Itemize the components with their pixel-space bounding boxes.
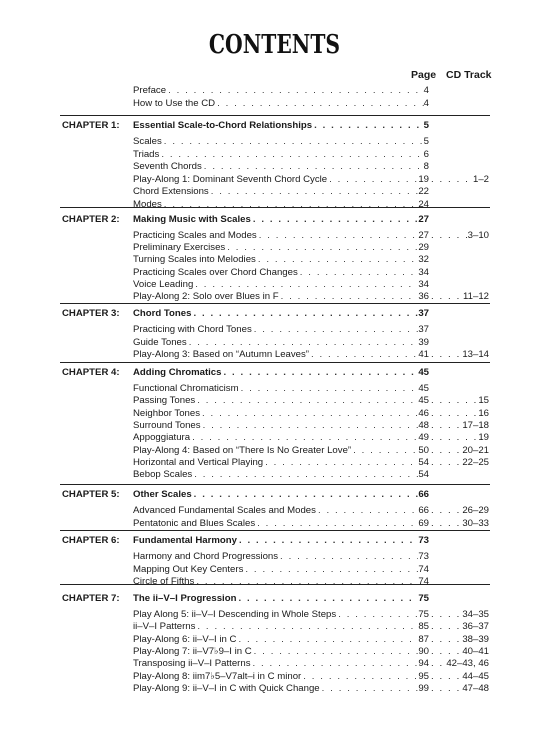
dot-leader	[278, 550, 418, 563]
entry-page-number: 45	[418, 383, 429, 394]
dot-leader	[195, 394, 418, 407]
dot-leader	[221, 366, 418, 379]
cd-track-number: 3–10	[467, 230, 489, 241]
entry-page-number: 19	[418, 173, 429, 185]
entry-page-number: 32	[418, 254, 429, 266]
entry-page-number: 74	[418, 563, 429, 575]
cd-track-number: 44–45	[462, 670, 489, 682]
entry-title: Mapping Out Key Centers	[133, 563, 244, 575]
cd-track-cell	[429, 431, 489, 444]
toc-entry[interactable]	[133, 550, 429, 563]
dot-leader	[200, 407, 418, 420]
dot-leader	[256, 253, 419, 266]
entry-page-number: 69	[418, 517, 429, 529]
entry-title: The ii–V–I Progression	[133, 593, 237, 604]
entry-title: Neighbor Tones	[133, 407, 201, 419]
toc-entry[interactable]	[133, 645, 429, 658]
entry-title: Fundamental Harmony	[133, 535, 237, 546]
entry-page-number: 85	[418, 621, 429, 633]
cd-track-cell	[429, 290, 489, 303]
toc-entry[interactable]	[133, 407, 429, 420]
entry-page-number: 5	[423, 136, 429, 147]
toc-entry[interactable]	[133, 336, 429, 349]
toc-entry[interactable]	[133, 670, 429, 683]
dot-leader	[162, 198, 419, 211]
dot-leader	[191, 307, 418, 320]
cd-track-cell	[429, 444, 489, 457]
entry-page-number: 4	[423, 85, 429, 96]
entry-page-number: 46	[418, 407, 429, 419]
chapter-title-entry[interactable]	[133, 366, 429, 379]
dot-leader	[429, 394, 478, 407]
chapter-label: CHAPTER 4:	[62, 367, 120, 378]
dot-leader	[429, 419, 462, 432]
chapter-label: CHAPTER 3:	[62, 308, 120, 319]
cd-track-cell	[429, 407, 489, 420]
toc-entry[interactable]	[133, 575, 429, 588]
entry-page-number: 39	[418, 336, 429, 348]
entry-page-number: 41	[418, 349, 429, 361]
dot-leader	[239, 382, 419, 395]
chapter-title-entry[interactable]	[133, 119, 429, 132]
dot-leader	[429, 633, 462, 646]
chapter-title-entry[interactable]	[133, 592, 429, 605]
entry-page-number: 34	[418, 278, 429, 290]
dot-leader	[429, 670, 462, 683]
entry-title: Circle of Fifths	[133, 576, 195, 588]
toc-entry[interactable]	[133, 682, 429, 695]
dot-leader	[320, 682, 419, 695]
chapter-title-entry[interactable]	[133, 213, 429, 226]
chapter-divider	[60, 584, 490, 585]
cd-track-number: 16	[478, 407, 489, 419]
cd-track-number: 20–21	[462, 444, 489, 456]
dot-leader	[309, 348, 418, 361]
dot-leader	[327, 173, 418, 186]
entry-title: Horizontal and Vertical Playing	[133, 456, 264, 468]
entry-title: Other Scales	[133, 489, 192, 500]
entry-page-number: 94	[418, 658, 429, 670]
toc-entry[interactable]	[133, 633, 429, 646]
entry-page-number: 54	[418, 456, 429, 468]
entry-page-number: 29	[418, 242, 429, 254]
toc-entry[interactable]	[133, 173, 429, 186]
entry-title: Surround Tones	[133, 419, 201, 431]
entry-page-number: 27	[418, 230, 429, 241]
chapter-label: CHAPTER 5:	[62, 489, 120, 500]
entry-page-number: 34	[418, 266, 429, 278]
cd-track-number: 36–37	[462, 621, 489, 633]
entry-page-number: 50	[418, 444, 429, 456]
toc-entry[interactable]	[133, 608, 429, 621]
cd-track-number: 13–14	[462, 349, 489, 361]
toc-entry[interactable]	[133, 468, 429, 481]
toc-entry[interactable]	[133, 198, 429, 211]
entry-title: Play-Along 1: Dominant Seventh Chord Cycle	[133, 173, 328, 185]
chapter-divider	[60, 115, 490, 116]
toc-entry[interactable]	[133, 504, 429, 517]
entry-page-number: 4	[423, 98, 429, 109]
cd-track-cell	[429, 645, 489, 658]
entry-title: How to Use the CD	[133, 98, 216, 109]
dot-leader	[316, 504, 418, 517]
dot-leader	[159, 148, 423, 161]
toc-entry[interactable]	[133, 419, 429, 432]
chapter-label: CHAPTER 7:	[62, 593, 120, 604]
toc-entry[interactable]	[133, 517, 429, 530]
toc-entry[interactable]	[133, 185, 429, 198]
entry-title: Guide Tones	[133, 336, 187, 348]
entry-page-number: 5	[423, 120, 429, 131]
dot-leader	[236, 633, 418, 646]
toc-entry[interactable]	[133, 456, 429, 469]
entry-title: Turning Scales into Melodies	[133, 254, 256, 266]
entry-page-number: 99	[418, 682, 429, 694]
dot-leader	[202, 160, 424, 173]
entry-page-number: 54	[418, 469, 429, 481]
chapter-title-entry[interactable]	[133, 534, 429, 547]
entry-page-number: 90	[418, 645, 429, 657]
entry-title: Play-Along 3: Based on “Autumn Leaves”	[133, 349, 309, 361]
dot-leader	[429, 608, 462, 621]
cd-track-cell	[429, 419, 489, 432]
cd-track-cell	[429, 670, 489, 683]
dot-leader	[429, 682, 462, 695]
toc-entry[interactable]	[133, 382, 429, 395]
toc-entry[interactable]	[133, 84, 429, 97]
toc-entry[interactable]	[133, 148, 429, 161]
cd-track-number: 30–33	[462, 517, 489, 529]
entry-page-number: 24	[418, 199, 429, 210]
entry-title: Essential Scale-to-Chord Relationships	[133, 120, 313, 131]
dot-leader	[301, 670, 418, 683]
entry-title: Play-Along 4: Based on “There Is No Greater Love”	[133, 444, 352, 456]
entry-page-number: 37	[418, 308, 429, 319]
entry-title: Chord Tones	[133, 308, 192, 319]
entry-page-number: 75	[418, 593, 429, 604]
toc-entry[interactable]	[133, 323, 429, 336]
entry-page-number: 95	[418, 670, 429, 682]
dot-leader	[429, 620, 462, 633]
entry-title: Bebop Scales	[133, 469, 193, 481]
toc-entry[interactable]	[133, 278, 429, 291]
toc-entry[interactable]	[133, 97, 429, 110]
cd-track-number: 15	[478, 395, 489, 407]
entry-title: Preliminary Exercises	[133, 242, 226, 254]
toc-entry[interactable]	[133, 266, 429, 279]
cd-track-cell	[429, 517, 489, 530]
entry-title: Play Along 5: ii–V–I Descending in Whole Steps	[133, 609, 337, 620]
toc-entry[interactable]	[133, 348, 429, 361]
entry-title: Making Music with Scales	[133, 214, 251, 225]
entry-page-number: 6	[423, 148, 429, 160]
cd-track-number: 47–48	[462, 682, 489, 694]
dot-leader	[298, 266, 419, 279]
dot-leader	[236, 592, 418, 605]
entry-title: Triads	[133, 148, 160, 160]
chapter-divider	[60, 362, 490, 363]
toc-entry[interactable]	[133, 229, 429, 242]
entry-title: Scales	[133, 136, 162, 147]
cd-track-number: 34–35	[462, 609, 489, 620]
entry-title: Functional Chromaticism	[133, 383, 239, 394]
chapter-divider	[60, 207, 490, 208]
cd-track-number: 1–2	[472, 173, 489, 185]
cd-track-cell	[429, 348, 489, 361]
entry-title: Transposing ii–V–I Patterns	[133, 658, 251, 670]
dot-leader	[251, 657, 419, 670]
cd-track-number: 38–39	[462, 633, 489, 645]
toc-entry[interactable]	[133, 290, 429, 303]
toc-entry[interactable]	[133, 657, 429, 670]
cd-track-cell	[429, 456, 489, 469]
dot-leader	[429, 504, 462, 517]
entry-title: Appoggiatura	[133, 432, 191, 444]
entry-page-number: 75	[418, 609, 429, 620]
entry-page-number: 22	[418, 186, 429, 198]
dot-leader	[195, 620, 418, 633]
entry-page-number: 8	[423, 161, 429, 173]
dot-leader	[336, 608, 418, 621]
dot-leader	[215, 97, 424, 110]
entry-title: Harmony and Chord Progressions	[133, 551, 279, 562]
cd-track-column-header: CD Track	[446, 69, 492, 81]
dot-leader	[201, 419, 419, 432]
entry-title: Modes	[133, 199, 162, 210]
entry-page-number: 36	[418, 291, 429, 302]
cd-track-number: 42–43, 46	[446, 658, 489, 670]
page-column-header: Page	[411, 69, 437, 81]
dot-leader	[429, 517, 462, 530]
entry-title: Voice Leading	[133, 278, 194, 290]
entry-page-number: 73	[418, 535, 429, 546]
page-title: CONTENTS	[208, 30, 341, 60]
cd-track-cell	[429, 394, 489, 407]
entry-title: Adding Chromatics	[133, 367, 222, 378]
chapter-label: CHAPTER 1:	[62, 120, 120, 131]
entry-title: Play-Along 2: Solo over Blues in F	[133, 291, 279, 302]
dot-leader	[429, 431, 478, 444]
dot-leader	[429, 657, 446, 670]
dot-leader	[193, 278, 418, 291]
entry-page-number: 45	[418, 395, 429, 407]
dot-leader	[429, 348, 462, 361]
dot-leader	[225, 241, 418, 254]
entry-title: Play-Along 9: ii–V–I in C with Quick Change	[133, 682, 320, 694]
cd-track-number: 22–25	[462, 456, 489, 468]
dot-leader	[429, 290, 463, 303]
toc-entry[interactable]	[133, 394, 429, 407]
entry-page-number: 49	[418, 432, 429, 444]
cd-track-cell	[429, 504, 489, 517]
entry-title: Practicing Scales and Modes	[133, 230, 257, 241]
entry-page-number: 73	[418, 551, 429, 562]
entry-title: Seventh Chords	[133, 161, 202, 173]
toc-entry[interactable]	[133, 135, 429, 148]
toc-entry[interactable]	[133, 431, 429, 444]
entry-title: Preface	[133, 85, 167, 96]
dot-leader	[279, 290, 419, 303]
chapter-label: CHAPTER 2:	[62, 214, 120, 225]
dot-leader	[429, 229, 468, 242]
cd-track-number: 17–18	[462, 419, 489, 431]
dot-leader	[192, 468, 418, 481]
dot-leader	[237, 534, 418, 547]
dot-leader	[192, 488, 419, 501]
entry-title: Pentatonic and Blues Scales	[133, 517, 256, 529]
cd-track-cell	[429, 608, 489, 621]
dot-leader	[429, 407, 478, 420]
toc-entry[interactable]	[133, 253, 429, 266]
entry-title: Play-Along 6: ii–V–I in C	[133, 633, 237, 645]
cd-track-cell	[429, 173, 489, 186]
toc-entry[interactable]	[133, 563, 429, 576]
cd-track-number: 19	[478, 432, 489, 444]
dot-leader	[429, 173, 473, 186]
dot-leader	[162, 135, 424, 148]
toc-entry[interactable]	[133, 160, 429, 173]
dot-leader	[194, 575, 418, 588]
dot-leader	[187, 336, 419, 349]
chapter-divider	[60, 484, 490, 485]
entry-page-number: 87	[418, 633, 429, 645]
entry-title: Play-Along 7: ii–V7♭9–I in C	[133, 645, 252, 657]
entry-page-number: 66	[418, 505, 429, 516]
entry-title: Passing Tones	[133, 395, 196, 407]
chapter-title-entry[interactable]	[133, 488, 429, 501]
entry-page-number: 66	[418, 489, 429, 500]
dot-leader	[166, 84, 424, 97]
entry-title: ii–V–I Patterns	[133, 621, 196, 633]
dot-leader	[263, 456, 418, 469]
toc-entry[interactable]	[133, 241, 429, 254]
chapter-title-entry[interactable]	[133, 307, 429, 320]
entry-page-number: 48	[418, 419, 429, 431]
cd-track-cell	[429, 657, 489, 670]
chapter-divider	[60, 303, 490, 304]
cd-track-cell	[429, 229, 489, 242]
entry-page-number: 37	[418, 324, 429, 335]
dot-leader	[252, 323, 419, 336]
dot-leader	[190, 431, 418, 444]
chapter-label: CHAPTER 6:	[62, 535, 120, 546]
entry-page-number: 27	[418, 214, 429, 225]
entry-title: Advanced Fundamental Scales and Modes	[133, 505, 316, 516]
dot-leader	[243, 563, 418, 576]
dot-leader	[429, 456, 462, 469]
chapter-divider	[60, 530, 490, 531]
entry-title: Practicing Scales over Chord Changes	[133, 266, 298, 278]
cd-track-number: 40–41	[462, 645, 489, 657]
cd-track-cell	[429, 682, 489, 695]
toc-entry[interactable]	[133, 444, 429, 457]
dot-leader	[209, 185, 419, 198]
cd-track-number: 11–12	[463, 291, 489, 302]
entry-page-number: 45	[418, 367, 429, 378]
entry-title: Play-Along 8: iim7♭5–V7alt–i in C minor	[133, 670, 302, 682]
dot-leader	[429, 645, 462, 658]
entry-title: Chord Extensions	[133, 186, 209, 198]
dot-leader	[255, 517, 418, 530]
cd-track-number: 26–29	[462, 505, 489, 516]
dot-leader	[429, 444, 462, 457]
entry-title: Practicing with Chord Tones	[133, 324, 252, 335]
cd-track-cell	[429, 633, 489, 646]
entry-page-number: 74	[418, 576, 429, 588]
dot-leader	[252, 645, 419, 658]
cd-track-cell	[429, 620, 489, 633]
toc-entry[interactable]	[133, 620, 429, 633]
dot-leader	[312, 119, 424, 132]
dot-leader	[257, 229, 419, 242]
dot-leader	[351, 444, 418, 457]
dot-leader	[251, 213, 419, 226]
